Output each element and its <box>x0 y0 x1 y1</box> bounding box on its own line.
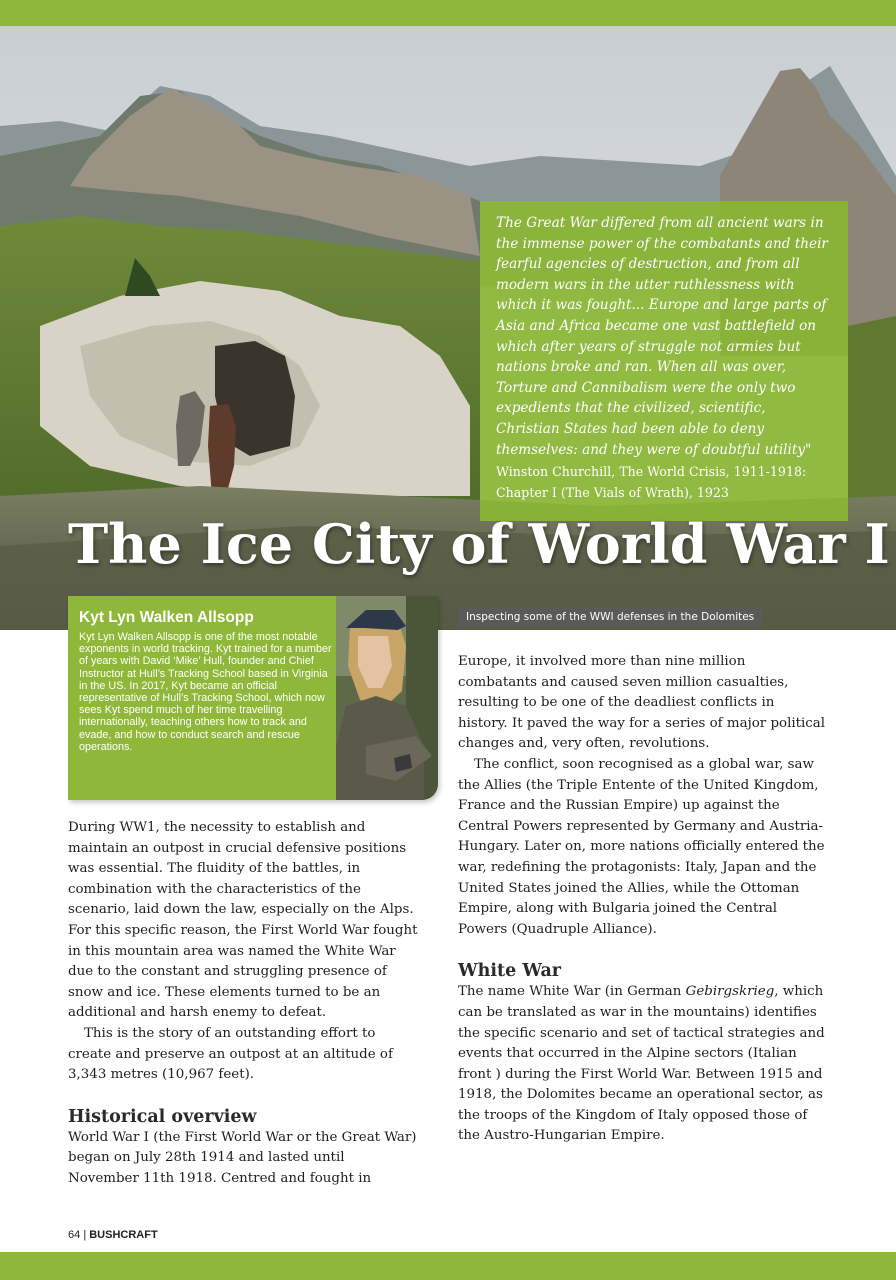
pull-quote-box <box>480 201 848 521</box>
article-column-left <box>68 818 418 1190</box>
section-heading-historical-overview: Historical overview <box>68 1106 257 1127</box>
pull-quote-attribution: Winston Churchill, The World Crisis, 1911-1918: Chapter I (The Vials of Wrath), 1923 <box>496 464 807 500</box>
article-column-right <box>458 652 828 1147</box>
author-bio-text <box>79 608 337 753</box>
white-war-german-term: Gebirgskrieg <box>685 984 775 1000</box>
white-war-text-start: The name White War (in German <box>458 984 686 1000</box>
top-color-bar <box>0 0 896 26</box>
footer-separator: | <box>83 1229 87 1241</box>
historical-overview-paragraph-1-part-b: Europe, it involved more than nine million combatants and caused seven million casualties, resulting to be one of the deadliest conflicts in history. It paved the way for a series of major political changes and, very often, revolutions. <box>458 654 826 752</box>
section-heading-white-war: White War <box>458 961 562 982</box>
pull-quote-text: The Great War differed from all ancient wars in the immense power of the combatants and their fearful agencies of destruction, and from all modern wars in the utter ruthlessness with which it was fought... Europe and large parts of Asia and Africa became one vast battlefield on which after years of struggle not armies but nations broke and ran. When all was over, Torture and Cannibalism were the only two expedients that the civilized, scientific, Christian States had been able to deny themselves: and they were of doubtful utility" <box>496 215 828 458</box>
intro-paragraph-1: During WW1, the necessity to establish and maintain an outpost in crucial defensive positions was essential. The fluidity of the battles, in combination with the characteristics of the scenario, laid down the law, especially on the Alps. For this specific reason, the First World War fought in this mountain area was named the White War due to the constant and struggling presence of snow and ice. These elements turned to be an additional and harsh enemy to defeat. <box>68 820 418 1021</box>
historical-overview-paragraph-2: The conflict, soon recognised as a global war, saw the Allies (the Triple Entente of the United Kingdom, France and the Russian Empire) up against the Central Powers represented by Germany and Austria-Hungary. Later on, more nations officially entered the war, redefining the protagonists: Italy, Japan and the United States joined the Allies, while the Ottoman Empire, along with Bulgaria joined the Central Powers (Quadruple Alliance). <box>458 756 825 937</box>
white-war-paragraph-1 <box>458 982 828 1147</box>
historical-overview-paragraph-1-part-a: World War I (the First World War or the Great War) began on July 28th 1914 and lasted until November 11th 1918. Centred and fought in <box>68 1129 417 1186</box>
page-number: 64 <box>68 1229 81 1241</box>
author-name: Kyt Lyn Walken Allsopp <box>79 609 254 626</box>
intro-paragraph-2: This is the story of an outstanding effort to create and preserve an outpost at an altitude of 3,343 metres (10,967 feet). <box>68 1025 393 1083</box>
magazine-name: BUSHCRAFT <box>89 1229 158 1241</box>
author-bio-box <box>68 596 438 800</box>
author-portrait-image <box>336 596 438 800</box>
author-photo <box>336 596 438 800</box>
bottom-color-bar <box>0 1252 896 1280</box>
white-war-text-end: , which can be translated as war in the mountains) identifies the specific scenario and set of tactical strategies and events that occurred in the Alpine sectors (Italian front ) during the First World War. Between 1915 and 1918, the Dolomites became an operational sector, as the troops of the Kingdom of Italy opposed those of the Austro-Hungarian Empire. <box>458 984 825 1144</box>
page-footer <box>68 1229 158 1241</box>
author-bio: Kyt Lyn Walken Allsopp is one of the most notable exponents in world tracking. Kyt trained for a number of years with David ‘Mike’ Hull, founder and Chief Instructor at Hull’s Tracking School based in Virginia in the US. In 2017, Kyt became an official representative of Hull’s Tracking School, which now sees Kyt spend much of her time travelling internationally, teaching others how to track and evade, and how to conduct search and rescue operations. <box>79 631 332 753</box>
article-title: The Ice City of World War I <box>68 512 890 576</box>
photo-caption: Inspecting some of the WWI defenses in the Dolomites <box>458 607 762 627</box>
